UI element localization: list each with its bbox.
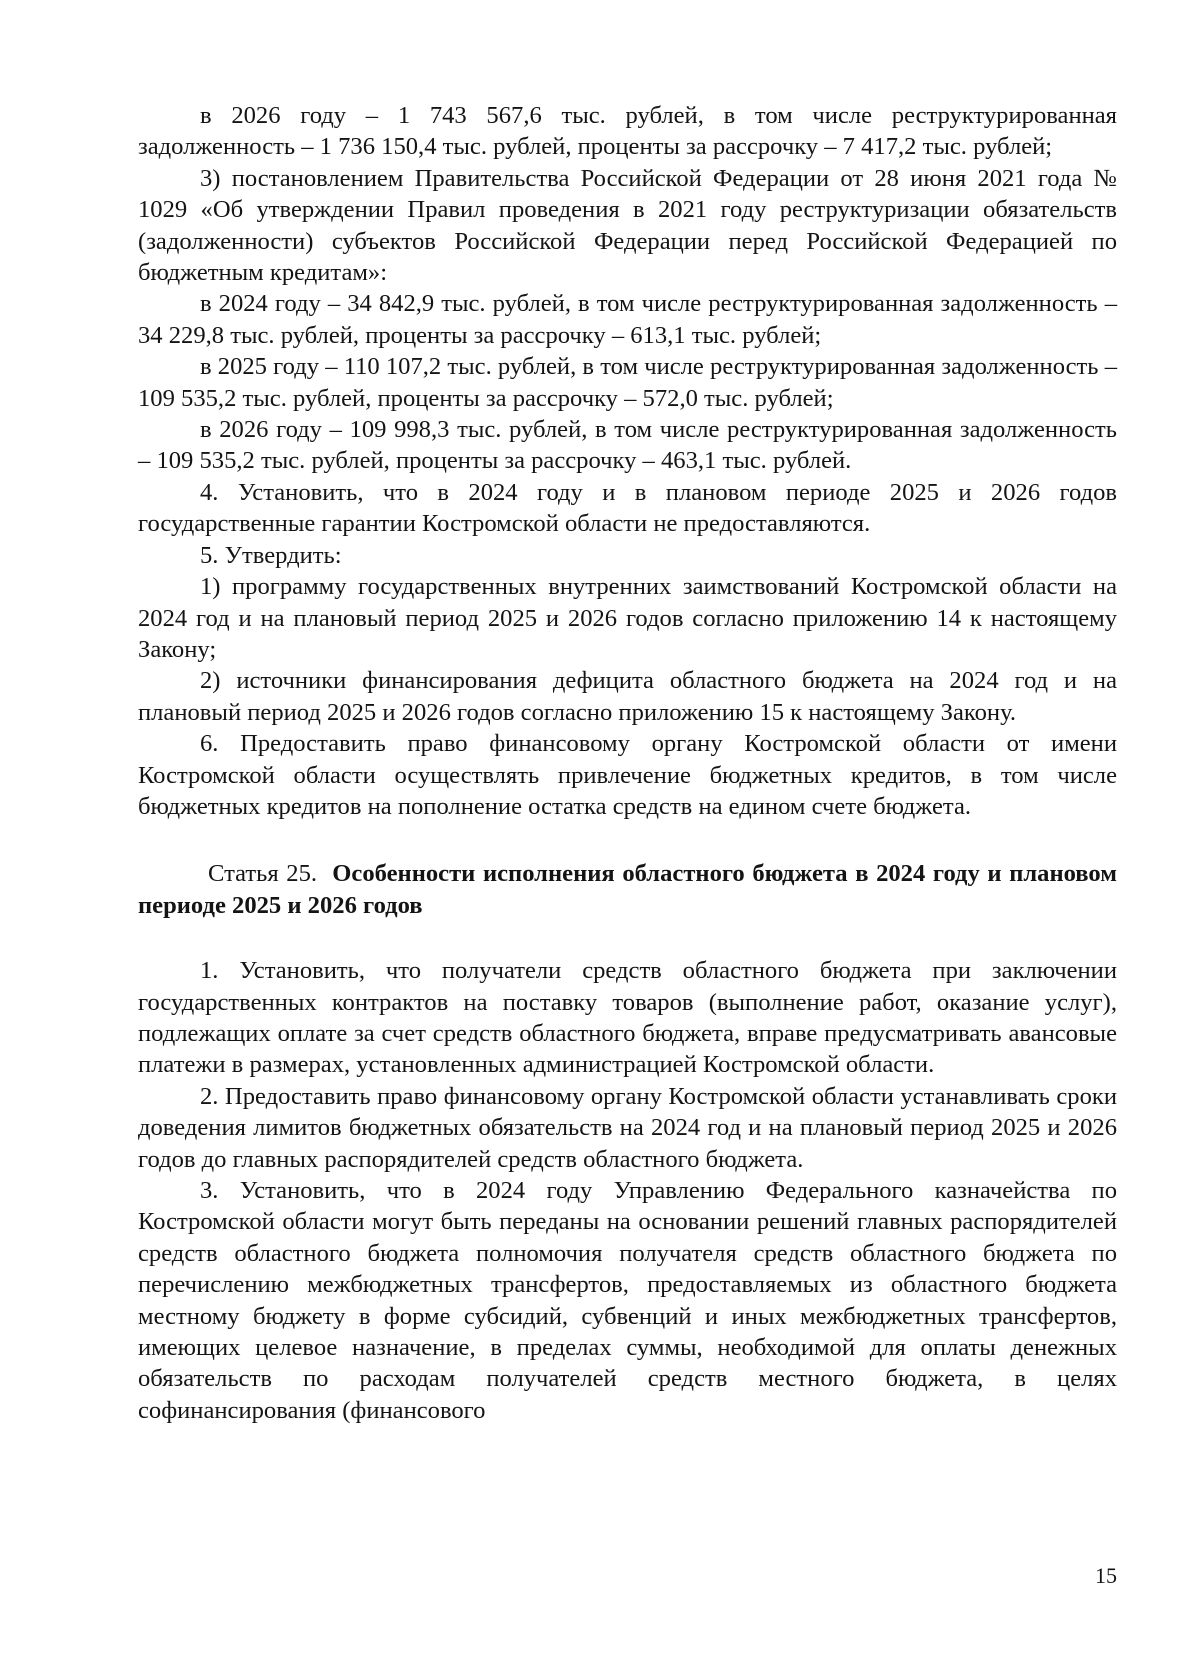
article-title: Особенности исполнения областного бюджета в 2024 году и плановом периоде 2025 и 2026 годов [138,860,1118,919]
paragraph: 5. Утвердить: [200,541,342,569]
paragraph: 2) источники финансирования дефицита областного бюджета на 2024 год и на плановый период 2025 и 2026 годов согласно приложению 15 к настоящему Закону. [138,667,1117,726]
paragraph: 6. Предоставить право финансовому органу Костромской области от имени Костромской области осуществлять привлечение бюджетных кредитов, в том числе бюджетных кредитов на пополнение остатка средств на едином счете бюджета. [138,730,1117,820]
paragraph: 3) постановлением Правительства Российской Федерации от 28 июня 2021 года № 1029 «Об утверждении Правил проведения в 2021 году реструктуризации обязательств (задолженности) субъектов Российской Федерации перед Российской Федерацией по бюджетным кредитам»: [138,164,1117,287]
spacer [138,921,1117,955]
article-heading [138,858,1117,921]
paragraph: 2. Предоставить право финансовому органу Костромской области устанавливать сроки доведения лимитов бюджетных обязательств на 2024 год и на плановый период 2025 и 2026 годов до главных распорядителей средств областного бюджета. [138,1082,1117,1173]
page-number: 15 [1095,1563,1117,1588]
article-label: Статья 25. [208,860,318,888]
paragraph: в 2025 году – 110 107,2 тыс. рублей, в том числе реструктурированная задолженность – 109 535,2 тыс. рублей, проценты за рассрочку – 572,0 тыс. рублей; [138,353,1117,412]
paragraph: в 2026 году – 1 743 567,6 тыс. рублей, в том числе реструктурированная задолженность – 1 736 150,4 тыс. рублей, проценты за рассрочку – 7 417,2 тыс. рублей; [138,102,1117,161]
paragraph: в 2024 году – 34 842,9 тыс. рублей, в том числе реструктурированная задолженность – 34 229,8 тыс. рублей, проценты за рассрочку – 613,1 тыс. рублей; [138,290,1117,349]
paragraph: в 2026 году – 109 998,3 тыс. рублей, в том числе реструктурированная задолженность – 109 535,2 тыс. рублей, проценты за рассрочку – 463,1 тыс. рублей. [138,416,1117,475]
paragraph: 4. Установить, что в 2024 году и в плановом периоде 2025 и 2026 годов государственные гарантии Костромской области не предоставляются. [138,478,1117,538]
paragraph: 3. Установить, что в 2024 году Управлению Федерального казначейства по Костромской области могут быть переданы на основании решений главных распорядителей средств областного бюджета полномочия получателя средств областного бюджета по перечислению межбюджетных трансфертов, предоставляемых из областного бюджета местному бюджету в форме субсидий, субвенций и иных межбюджетных трансфертов, имеющих целевое назначение, в пределах суммы, необходимой для оплаты денежных обязательств по расходам получателей средств местного бюджета, в целях софинансирования (финансового [138,1177,1117,1424]
paragraph: 1. Установить, что получатели средств областного бюджета при заключении государственных контрактов на поставку товаров (выполнение работ, оказание услуг), подлежащих оплате за счет средств областного бюджета, вправе предусматривать авансовые платежи в размерах, установленных администрацией Костромской области. [138,957,1117,1079]
paragraph: 1) программу государственных внутренних заимствований Костромской области на 2024 год и на плановый период 2025 и 2026 годов согласно приложению 14 к настоящему Закону; [138,573,1117,663]
